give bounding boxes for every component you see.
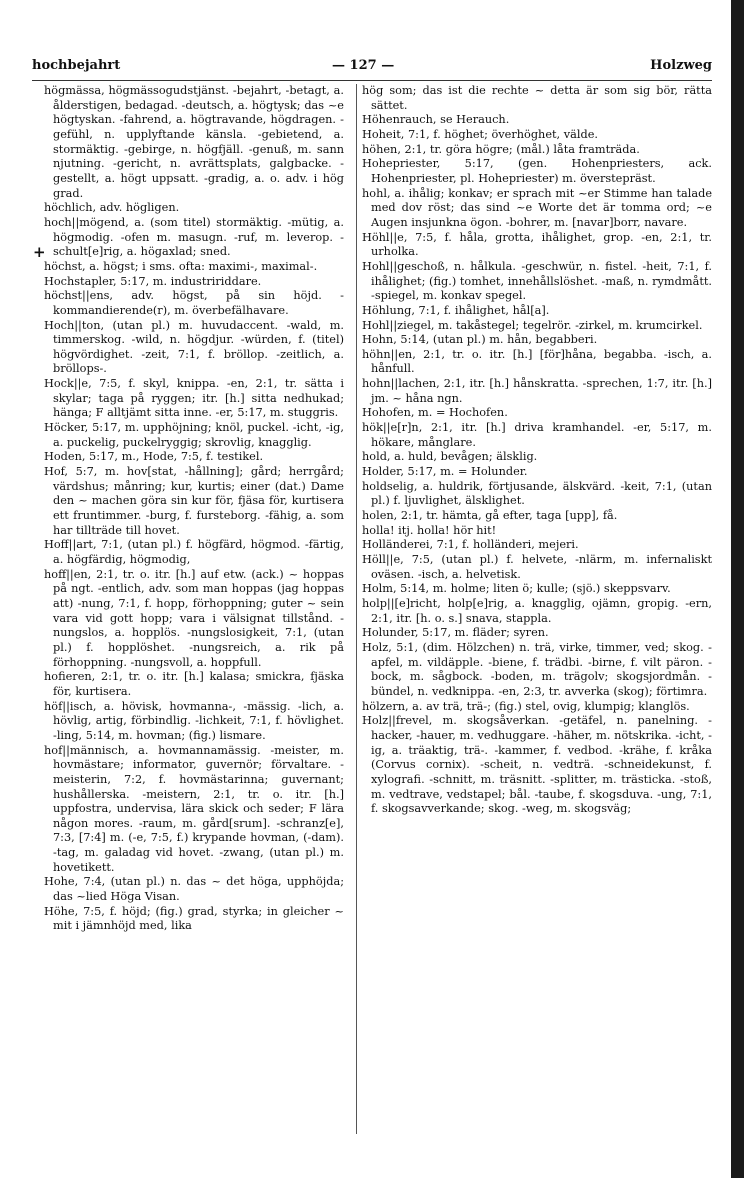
dictionary-entry: hohn||lachen, 2:1, itr. [h.] hånskratta. -sprechen, 1:7, itr. [h.] jm. ~ håna ngn. [362,377,712,405]
dictionary-entry: höhn||en, 2:1, tr. o. itr. [h.] [för]håna, begabba. -isch, a. hånfull. [362,347,712,376]
dictionary-entry: Hohl||ziegel, m. takåstegel; tegelrör. -zirkel, m. krumcirkel. [362,318,703,332]
dictionary-entry: Hochstapler, 5:17, m. industririddare. [44,274,262,288]
dictionary-entry: hofieren, 2:1, tr. o. itr. [h.] kalasa; smickra, fjäska för, kurtisera. [44,670,344,698]
dictionary-entry: hold, a. huld, bevågen; älsklig. [362,450,538,464]
dictionary-entry: Hof, 5:7, m. hov[stat, -hållning]; gård; herrgård; värdshus; månring; kur, kurtis; einer (dat.) Dame den ~ machen göra sin kur för, fjäsa för, kurtisera ett fruntimmer. -burg, f. fursteborg. -fähig, a. som har tillträde till hovet. [44,465,344,537]
dictionary-entry: hoff||en, 2:1, tr. o. itr. [h.] auf etw. (ack.) ~ hoppas på ngt. -entlich, adv. som man hoppas (jag hoppas att) -nung, 7:1, f. hopp, förhoppning; guter ~ sein vara vid gott hopp; vara i välsignat tillstånd. -nungslos, a. hopplös. -nungslosigkeit, 7:1, (utan pl.) f. hopplöshet. -nungsreich, a. rik på förhoppning. -nungsvoll, a. hoppfull. [44,567,344,669]
dictionary-entry: Hock||e, 7:5, f. skyl, knippa. -en, 2:1, tr. sätta i skylar; taga på ryggen; itr. [h.] sitta nedhukad; hänga; F alltjämt sitta inne. -er, 5:17, m. stuggris. [44,377,344,420]
dictionary-entry: Holunder, 5:17, m. fläder; syren. [362,626,549,640]
dictionary-entry: hof||männisch, a. hovmannamässig. -meister, m. hovmästare; informator, guvernör; förvaltare. -meisterin, 7:2, f. hovmästarinna; guvernant; hushållerska. -meistern, 2:1, tr. o. itr. [h.] uppfostra, undervisa, lära skick och seder; F lära någon mores. -raum, m. gård[srum]. -schranz[e], 7:3, [7:4] m. (-e, 7:5, f.) krypande hovman, (-dam). -tag, m. galadag vid hovet. -zwang, (utan pl.) m. hovetikett. [44,743,344,874]
dictionary-entry: Hohn, 5:14, (utan pl.) m. hån, begabberi. [362,333,598,347]
dictionary-entry: hohl, a. ihålig; konkav; er sprach mit ~er Stimme han talade med dov röst; das sind ~e Worte det är tomma ord; ~e Augen insjunkna ögon. -bohrer, m. [navar]borr, navare. [362,186,712,229]
page-header [32,58,712,80]
dictionary-entry: höf||isch, a. hövisk, hovmanna-, -mässig. -lich, a. hövlig, artig, förbindlig. -lichkeit, 7:1, f. hövlighet. -ling, 5:14, m. hovman; (fig.) lismare. [44,699,344,742]
dictionary-entry: Hohe, 7:4, (utan pl.) n. das ~ det höga, upphöjda; das ~lied Höga Visan. [44,875,344,904]
dictionary-entry: Höhe, 7:5, f. höjd; (fig.) grad, styrka; in gleicher ~ mit i jämnhöjd med, lika [44,904,344,933]
header-left-guide-word: hochbejahrt [32,58,121,73]
left-column [44,84,344,1144]
dictionary-entry: Höll||e, 7:5, (utan pl.) f. helvete, -nlärm, m. infernaliskt oväsen. -isch, a. helvetisk. [362,553,712,581]
margin-plus-mark: + [33,243,46,261]
dictionary-entry: holdselig, a. huldrik, förtjusande, älskvärd. -keit, 7:1, (utan pl.) f. ljuvlighet, älsklighet. [362,479,712,508]
dictionary-entry: Holländerei, 7:1, f. holländeri, mejeri. [362,538,579,552]
dictionary-entry: höhen, 2:1, tr. göra högre; (mål.) låta framträda. [362,142,640,156]
dictionary-entry: Höhenrauch, se Herauch. [362,113,510,127]
dictionary-entry: Holm, 5:14, m. holme; liten ö; kulle; (sjö.) skeppsvarv. [362,582,671,596]
dictionary-entry: höchst||ens, adv. högst, på sin höjd. -kommandierende(r), m. överbefälhavare. [44,289,344,317]
right-column [362,84,712,1144]
header-right-guide-word: Holzweg [650,58,712,73]
dictionary-entry: höchlich, adv. högligen. [44,201,180,215]
dictionary-entry: Höcker, 5:17, m. upphöjning; knöl, puckel. -icht, -ig, a. puckelig, puckelryggig; skrovlig, knagglig. [44,421,344,449]
dictionary-entry: hoch||mögend, a. (som titel) stormäktig. -mütig, a. högmodig. -ofen m. masugn. -ruf, m. leverop. -schult[e]rig, a. högaxlad; sned. [44,215,344,259]
dictionary-entry: högmässa, högmässogudstjänst. -bejahrt, -betagt, a. ålderstigen, bedagad. -deutsch, a. högtysk; das ~e högtyskan. -fahrend, a. högtravande, högdragen. -gefühl, n. upplyftande känsla. -gebietend, a. stormäktig. -gebirge, n. högfjäll. -genuß, m. sann njutning. -gericht, n. avrättsplats, galgbacke. -gestellt, a. högt uppsatt. -gradig, a. o. adv. i hög grad. [44,84,344,200]
dictionary-entry: hög som; das ist die rechte ~ detta är som sig bör, rätta sättet. [362,84,712,112]
dictionary-entry: Höhl||e, 7:5, f. håla, grotta, ihålighet, grop. -en, 2:1, tr. urholka. [362,230,712,259]
dictionary-entry: holen, 2:1, tr. hämta, gå efter, taga [upp], få. [362,509,618,523]
page-edge-shadow [731,0,744,1178]
dictionary-entry: Holz||frevel, m. skogsåverkan. -getäfel, n. panelning. -hacker, -hauer, m. vedhuggare. -häher, m. nötskrika. -icht, -ig, a. träaktig, trä-. -kammer, f. vedbod. -krähe, f. kråka (Corvus cornix). -scheit, n. vedträ. -schneidekunst, f. xylografi. -schnitt, m. träsnitt. -splitter, m. trästicka. -stoß, m. vedtrave, vedstapel; bål. -taube, f. skogsduva. -ung, 7:1, f. skogsavverkande; skog. -weg, m. skogsväg; [362,714,712,816]
header-rule [32,80,712,81]
dictionary-entry: höchst, a. högst; i sms. ofta: maximi-, maximal-. [44,259,318,273]
dictionary-entry: Holz, 5:1, (dim. Hölzchen) n. trä, virke, timmer, ved; skog. -apfel, m. vildäpple. -biene, f. trädbi. -birne, f. vilt päron. -bock, m. sågbock. -boden, m. trägolv; skogsjordmån. -bündel, n. vedknippa. -en, 2:3, tr. avverka (skog); förtimra. [362,640,712,698]
dictionary-entry: Hoden, 5:17, m., Hode, 7:5, f. testikel. [44,450,264,464]
dictionary-entry: holla! itj. holla! hör hit! [362,523,497,537]
column-divider [356,84,357,1134]
dictionary-entry: Hohepriester, 5:17, (gen. Hohenpriesters, ack. Hohenpriester, pl. Hohepriester) m. överstepräst. [362,157,712,185]
dictionary-entry: hök||e[r]n, 2:1, itr. [h.] driva kramhandel. -er, 5:17, m. hökare, månglare. [362,421,712,449]
dictionary-entry: Hoch||ton, (utan pl.) m. huvudaccent. -wald, m. timmerskog. -wild, n. högdjur. -würden, f. (titel) högvördighet. -zeit, 7:1, f. bröllop. -zeitlich, a. bröllops-. [44,318,344,376]
dictionary-entry: Holder, 5:17, m. = Holunder. [362,465,528,479]
dictionary-entry: Höhlung, 7:1, f. ihålighet, hål[a]. [362,303,550,317]
dictionary-entry: hölzern, a. av trä, trä-; (fig.) stel, ovig, klumpig; klanglös. [362,699,690,713]
dictionary-entry: holp||[e]richt, holp[e]rig, a. knagglig, ojämn, gropig. -ern, 2:1, itr. [h. o. s.] snava, stappla. [362,596,712,625]
dictionary-entry: Hoff||art, 7:1, (utan pl.) f. högfärd, högmod. -färtig, a. högfärdig, högmodig, [44,538,344,566]
dictionary-entry: Hohofen, m. = Hochofen. [362,406,508,420]
dictionary-entry: Hoheit, 7:1, f. höghet; överhöghet, välde. [362,127,598,141]
dictionary-entry: Hohl||geschoß, n. hålkula. -geschwür, n. fistel. -heit, 7:1, f. ihålighet; (fig.) tomhet, innehållslöshet. -maß, n. rymdmått. -spiegel, m. konkav spegel. [362,259,712,303]
header-page-number: — 127 — [332,58,395,73]
